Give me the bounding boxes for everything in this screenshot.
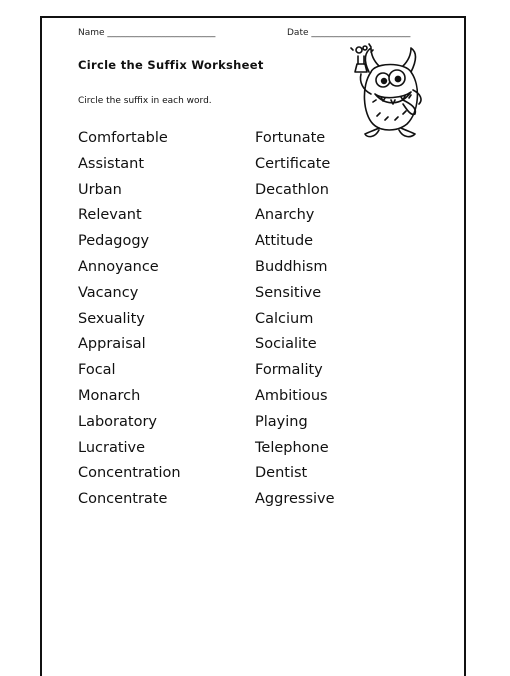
word-item: Sexuality — [78, 310, 145, 327]
word-item: Telephone — [255, 439, 329, 456]
word-item: Aggressive — [255, 491, 335, 508]
left-word-list — [78, 128, 181, 515]
word-item: Focal — [78, 362, 116, 379]
monster-illustration-icon — [345, 42, 433, 142]
right-word-list — [255, 128, 335, 515]
word-item: Vacancy — [78, 284, 139, 301]
word-item: Calcium — [255, 310, 314, 327]
date-line: Date ______________________ — [287, 28, 411, 38]
name-line: Name ________________________ — [78, 28, 216, 38]
word-item: Concentrate — [78, 491, 168, 508]
word-item: Pedagogy — [78, 233, 150, 250]
word-item: Certificate — [255, 155, 331, 172]
word-item: Assistant — [78, 155, 145, 172]
word-item: Fortunate — [255, 130, 326, 146]
word-item: Decathlon — [255, 181, 329, 198]
word-item: Relevant — [78, 207, 142, 224]
word-item: Anarchy — [255, 207, 315, 224]
word-item: Formality — [255, 362, 323, 379]
word-item: Ambitious — [255, 387, 328, 404]
worksheet-instructions: Circle the suffix in each word. — [78, 96, 212, 106]
word-item: Sensitive — [255, 284, 322, 301]
word-item: Dentist — [255, 465, 308, 482]
word-item: Annoyance — [78, 258, 159, 275]
worksheet-title: Circle the Suffix Worksheet — [78, 58, 264, 72]
word-item: Monarch — [78, 387, 141, 404]
word-item: Lucrative — [78, 439, 146, 456]
word-item: Comfortable — [78, 130, 168, 146]
word-item: Concentration — [78, 465, 181, 482]
word-item: Appraisal — [78, 336, 146, 353]
word-item: Buddhism — [255, 258, 328, 275]
word-item: Playing — [255, 413, 308, 430]
word-item: Socialite — [255, 336, 317, 353]
word-item: Laboratory — [78, 413, 157, 430]
word-item: Urban — [78, 181, 122, 198]
word-item: Attitude — [255, 233, 314, 250]
